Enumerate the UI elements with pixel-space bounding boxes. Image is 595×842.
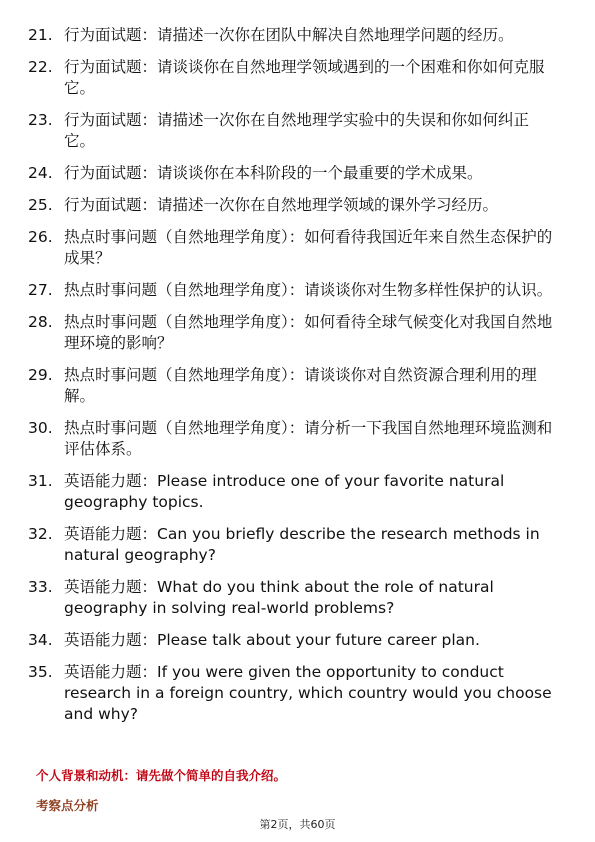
question-number: 29. <box>28 366 53 384</box>
question-number: 32. <box>28 525 53 543</box>
list-item <box>28 662 558 725</box>
question-text: 热点时事问题（自然地理学角度）：请谈谈你对生物多样性保护的认识。 <box>64 281 553 299</box>
section-subheading: 考察点分析 <box>36 798 99 813</box>
section-heading: 个人背景和动机：请先做个简单的自我介绍。 <box>36 768 287 783</box>
list-item <box>28 630 558 651</box>
question-text: 行为面试题：请描述一次你在自然地理学领域的课外学习经历。 <box>64 196 499 214</box>
question-text: 热点时事问题（自然地理学角度）：如何看待全球气候变化对我国自然地理环境的影响？ <box>64 313 553 352</box>
question-text: 英语能力题：What do you think about the role of natural geography in solving real-world problems? <box>64 578 494 617</box>
list-item <box>28 365 558 407</box>
question-text: 热点时事问题（自然地理学角度）：如何看待我国近年来自然生态保护的成果？ <box>64 228 553 267</box>
question-list <box>28 25 558 736</box>
question-number: 26. <box>28 228 53 246</box>
question-text: 英语能力题：Can you briefly describe the research methods in natural geography? <box>64 525 540 564</box>
question-text: 行为面试题：请描述一次你在自然地理学实验中的失误和你如何纠正它。 <box>64 111 530 150</box>
list-item <box>28 57 558 99</box>
question-number: 24. <box>28 164 53 182</box>
question-text: 热点时事问题（自然地理学角度）：请分析一下我国自然地理环境监测和评估体系。 <box>64 419 553 458</box>
question-number: 23. <box>28 111 53 129</box>
question-text: 英语能力题：Please talk about your future career plan. <box>64 631 480 649</box>
list-item <box>28 577 558 619</box>
question-number: 25. <box>28 196 53 214</box>
list-item <box>28 195 558 216</box>
list-item <box>28 227 558 269</box>
list-item <box>28 471 558 513</box>
question-number: 34. <box>28 631 53 649</box>
question-number: 27. <box>28 281 53 299</box>
question-number: 35. <box>28 663 53 681</box>
question-number: 28. <box>28 313 53 331</box>
list-item <box>28 524 558 566</box>
page-number-footer: 第2页，共60页 <box>259 818 336 831</box>
question-text: 行为面试题：请描述一次你在团队中解决自然地理学问题的经历。 <box>64 26 514 44</box>
list-item <box>28 25 558 46</box>
list-item <box>28 312 558 354</box>
list-item <box>28 418 558 460</box>
question-text: 热点时事问题（自然地理学角度）：请谈谈你对自然资源合理利用的理解。 <box>64 366 537 405</box>
list-item <box>28 110 558 152</box>
question-number: 22. <box>28 58 53 76</box>
question-number: 21. <box>28 26 53 44</box>
question-text: 英语能力题：Please introduce one of your favorite natural geography topics. <box>64 472 505 511</box>
question-text: 行为面试题：请谈谈你在自然地理学领域遇到的一个困难和你如何克服它。 <box>64 58 545 97</box>
question-number: 30. <box>28 419 53 437</box>
question-number: 33. <box>28 578 53 596</box>
list-item <box>28 280 558 301</box>
question-number: 31. <box>28 472 53 490</box>
list-item <box>28 163 558 184</box>
question-text: 英语能力题：If you were given the opportunity to conduct research in a foreign country, which country would you choose and why? <box>64 663 552 723</box>
question-text: 行为面试题：请谈谈你在本科阶段的一个最重要的学术成果。 <box>64 164 483 182</box>
